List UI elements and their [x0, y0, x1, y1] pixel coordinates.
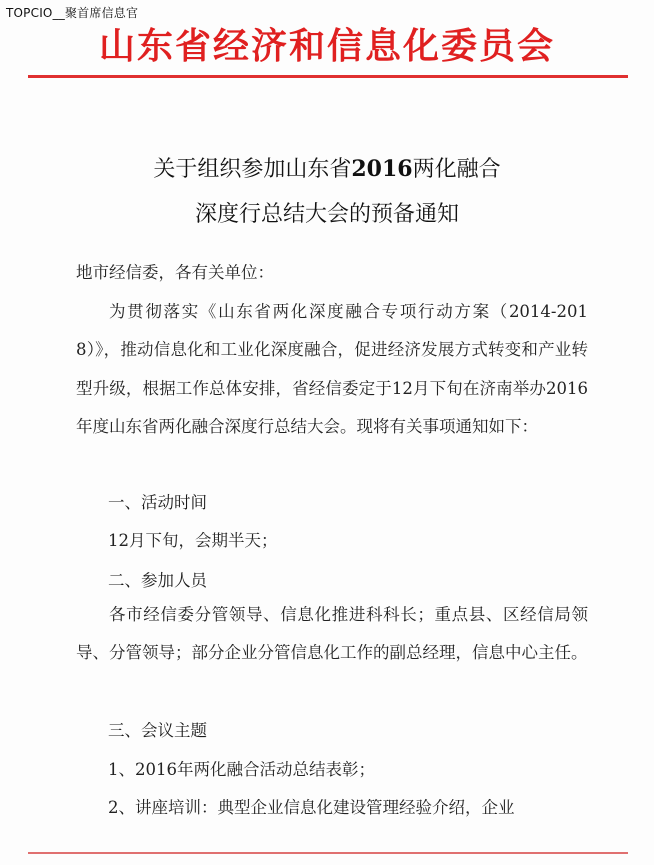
document-title-line-2: 深度行总结大会的预备通知	[194, 202, 459, 227]
theme-item-2: 2、讲座培训：典型企业信息化建设管理经验介绍，企业	[108, 798, 515, 817]
letterhead-title: 山东省经济和信息化委员会	[98, 25, 555, 67]
intro-paragraph: 为贯彻落实《山东省两化深度融合专项行动方案（2014-2018）》，推动信息化和工业化深度融合，促进经济发展方式转变和产业转型升级，根据工作总体安排，省经信委定于12月下旬在济南举办2016年度山东省两化融合深度行总结大会。现将有关事项通知如下：	[76, 302, 588, 437]
watermark-text: TOPCIO__聚首席信息官	[6, 6, 139, 20]
section-heading-attendees: 二、参加人员	[108, 571, 207, 590]
document-title-line-1	[0, 152, 654, 183]
theme-item-1: 1、2016年两化融合活动总结表彰；	[108, 760, 375, 779]
title-line-1-suffix: 两化融合	[412, 157, 501, 182]
bottom-red-rule	[28, 852, 628, 854]
section-heading-time: 一、活动时间	[108, 493, 207, 512]
section-text-attendees: 各市经信委分管领导、信息化推进科科长；重点县、区经信局领导、分管领导；部分企业分管信息化工作的副总经理，信息中心主任。	[76, 605, 588, 663]
section-heading-theme: 三、会议主题	[108, 721, 207, 740]
title-line-1-prefix: 关于组织参加山东省	[153, 157, 352, 182]
letterhead-red-rule	[28, 75, 628, 78]
section-text-time: 12月下旬，会期半天；	[108, 531, 278, 550]
title-line-1-year: 2016	[351, 156, 413, 182]
salutation: 地市经信委，各有关单位：	[76, 263, 274, 282]
